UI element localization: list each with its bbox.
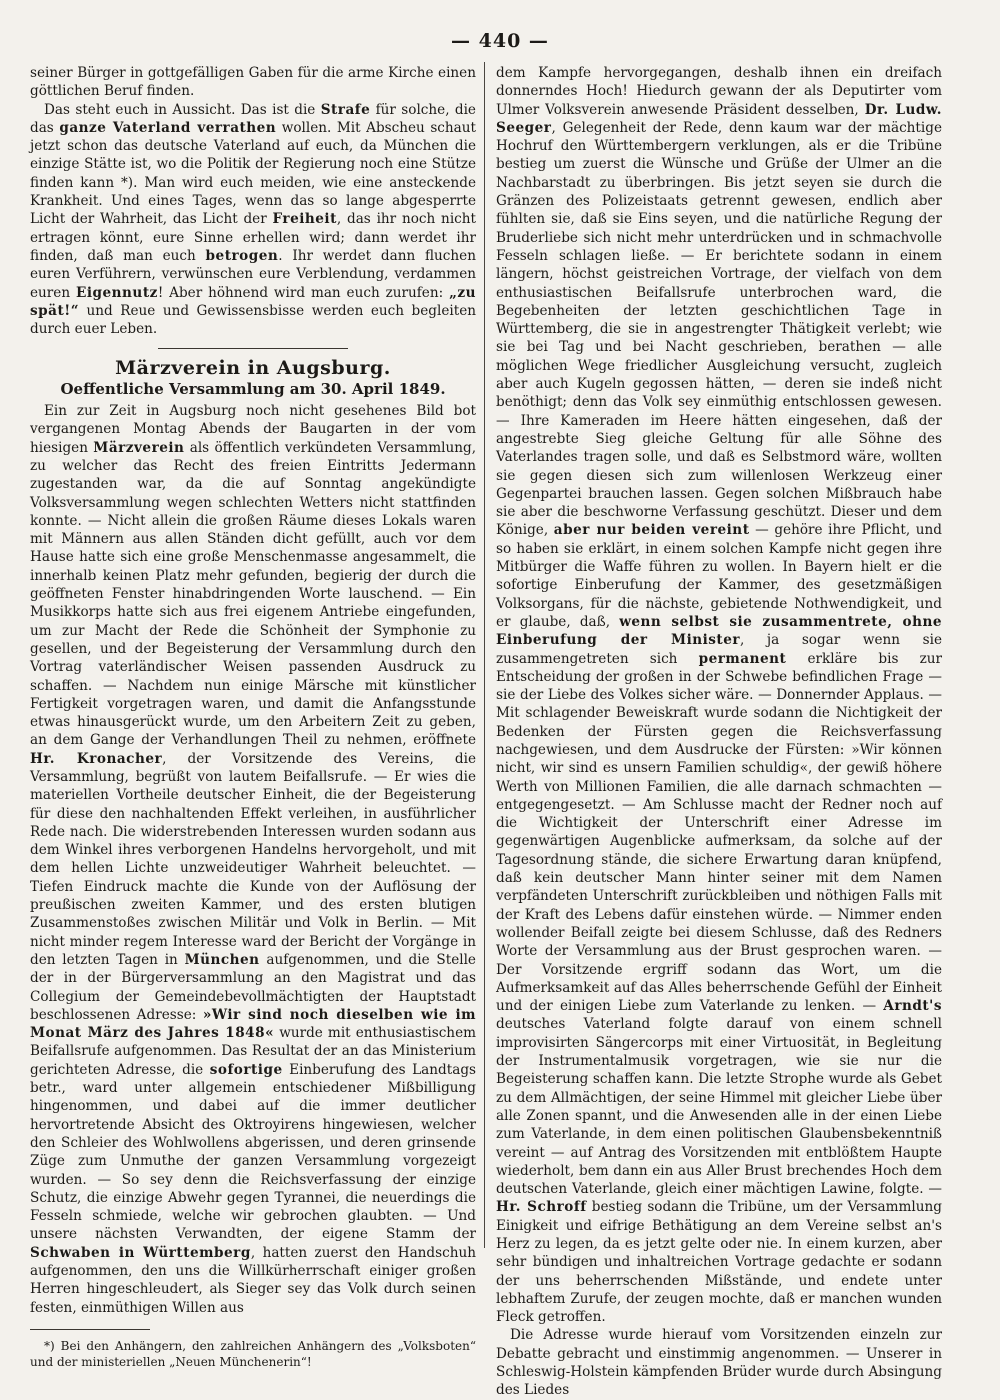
text-run: als öffentlich verkündeten Versammlung, zu welcher das Recht des freien Eintritts Jedermann zugestanden war, da die auf Sonntag angekündigte Volksversammlung wegen schlechten Wetters nicht stattfinden konnte. — Nicht allein die großen Räume dieses Lokals waren mit Männern aus allen Ständen dicht gefüllt, auch vor dem Hause hatte sich eine große Menschenmasse angesammelt, die innerhalb keinen Platz mehr gefunden, begierig der durch die geöffneten Fenster hinabdringenden Worte lauschend. — Ein Musikkorps hatte sich aus frei eigenem Antriebe eingefunden, um zur Macht der Rede die Schönheit der Symphonie zu gesellen, und der Begeisterung der Versammlung durch den Vortrag vaterländischer Weisen passenden Ausdruck zu schaffen. — Nachdem nun einige Märsche mit künstlicher Fertigkeit vorgetragen waren, und damit die Anfangsstunde etwas hinausgerückt wurde, um den Arbeitern Zeit zu geben, an dem Gange der Verhandlungen Theil zu nehmen, eröffnete [30, 439, 477, 749]
text-run: deutsches Vaterland folgte darauf von einem schnell improvisirten Sängercorps mit einer Virtuosität, in Begleitung der Instrumentalmusik vorgetragen, wie sie nur die Begeisterung schaffen kann. Die letzte Strophe wurde als Gebet zu dem Allmächtigen, der seine Himmel mit gleicher Liebe über alle Zonen spannt, und die Anwesenden alle in der einen Liebe zum Vaterlande, in dem einen politischen Glaubensbekenntniß vereint — auf Antrag des Vorsitzenden mit entblößtem Haupte wiederholt, bem dann ein aus Aller Brust brechendes Hoch dem deutschen Vaterlande, gleich einer mächtigen Lawine, folgte. — [496, 1016, 942, 1198]
emphasis-permanent: permanent [698, 650, 787, 667]
emphasis-maerzverein: Märzverein [93, 439, 185, 456]
speech-paragraph [496, 64, 942, 1326]
emphasis-arndt: Arndt's [883, 998, 942, 1015]
text-run: . Ihr werdet dann fluchen euren Verführern, verwünschen eure Verblendung, verdammen euren [30, 247, 476, 301]
emphasis-muenchen: München [184, 951, 260, 968]
intro-paragraph [30, 64, 476, 101]
emphasis-schwaben: Schwaben in Württemberg [30, 1244, 251, 1261]
page-number: — 440 — [451, 30, 549, 52]
section-divider [158, 348, 348, 349]
text-run: ! Aber höhnend wird man euch zurufen: [157, 284, 444, 301]
text-run: Einberufung des Landtags betr., ward unter allgemein entschiedener Mißbilligung hingenommen, und dabei auf die immer deutlicher hervortretende Absicht des Oktroyirens hingewiesen, welcher den Schleier des Wohlwollens abgerissen, und deren grinsende Züge zum Unmuthe der ganzen Versammlung vorgezeigt wurden. — So sey denn die Reichsverfassung der einzige Schutz, die einzige Abwehr gegen Tyrannei, die neuerdings die Fesseln schmiede, welche wir gebrochen glaubten. — Und unsere nächsten Verwandten, der eigene Stamm der [30, 1061, 476, 1243]
text-run: wurde mit enthusiastischem Beifallsrufe aufgenommen. Das Resultat der an das Ministerium gerichteten Adresse, die [30, 1025, 477, 1078]
warning-paragraph [30, 101, 476, 339]
section-subtitle: Oeffentliche Versammlung am 30. April 1849. [60, 379, 446, 398]
text-run: wollen. Mit Abscheu schaut jetzt schon das deutsche Vaterland auf euch, da München die einzige Stätte ist, wo die Politik der Regierung noch eine Stütze finden kann *). Man wird euch meiden, wie eine ansteckende Krankheit. Und eines Tages, wenn das so lange abgesperrte Licht der Wahrheit, das Licht der [30, 119, 476, 228]
text-run: bestieg sodann die Tribüne, um der Versammlung Einigkeit und eifrige Bethätigung an dem Vereine selbst an's Herz zu legen, da es jetzt gelte oder nie. In einem kurzen, aber sehr bündigen und inhaltreichen Vortrage gedachte er sodann der uns beherrschenden Mißstände, und endete unter lebhaftem Zurufe, der zeugen mochte, daß er manchen wunden Fleck getroffen. [496, 1199, 942, 1326]
emphasis-freiheit: Freiheit [272, 211, 337, 228]
text-run: Ein zur Zeit in Augsburg noch nicht gesehenes Bild bot vergangenen Montag Abends der Baugarten in der vom hiesigen [30, 403, 476, 456]
text-run: aufgenommen, und die Stelle der in der Bürgerversammlung an den Magistrat und das Collegium der Gemeindebevollmächtigten der Hauptstadt beschlossenen Adresse: [30, 951, 476, 1023]
text-run: , der Vorsitzende des Vereins, die Versammlung, begrüßt von lautem Beifallsrufe. — Er wies die materiellen Vortheile deutscher Einheit, die der Begeisterung für diese den nachhaltenden Effekt verleihen, in ausführlicher Rede nach. Die widerstrebenden Interessen wurden sodann aus dem Winkel ihres verborgenen Handelns hervorgeholt, und mit dem hellen Lichte unzweideutiger Wahrheit beleuchtet. — Tiefen Eindruck machte die Kunde von der Auflösung der preußischen zweiten Kammer, und des ersten blutigen Zusammenstoßes zwischen Militär und Volk in Berlin. — Mit nicht minder regem Interesse ward der Bericht der Vorgänge in den letzten Tagen in [30, 750, 476, 968]
emphasis-minister: wenn selbst sie zusammentrete, ohne Einberufung der Minister [496, 613, 943, 649]
text-run: , Gelegenheit der Rede, denn kaum war der mächtige Hochruf den Württembergern verklungen, als er die Tribüne bestieg um zuerst die Wünsche und Grüße der Ulmer an die Nachbarstadt zu überbringen. Bis jetzt seyen sie durch die Gränzen des Polizeistaats getrennt gewesen, endlich aber fühlten sie, daß sie Eins seyen, und die natürliche Regung der Bruderliebe sich nicht mehr unterdrücken und in schmachvolle Fesseln schlagen ließe. — Er berichtete sodann in einem längern, höchst geistreichen Vortrage, der vielfach von dem enthusiastischen Beifallsrufe unterbrochen ward, die Begebenheiten der letzten geschichtlichen Tage in Württemberg, die sie in angestrengter Thätigkeit verlebt; wie sie bei Tag und bei Nacht geschrieben, berathen — alle möglichen Wege friedlicher Ausgleichung versucht, zugleich aber auch Kugeln gegossen hätten, — deren sie indeß nicht benöthigt; denn das Volk sey einmüthig entschlossen gewesen. — Ihre Kameraden im Heere hätten eingesehen, daß der angestrebte Sieg gleiche Geltung für alle Söhne des Vaterlandes tragen solle, und daß es Selbstmord wäre, wollten sie gegen diesen sich zum willenlosen Werkzeug einer Gegenpartei brauchen lassen. Gegen solchen Mißbrauch habe sie aber die beschworne Verfassung geschützt. Dieser und dem Könige, [496, 119, 942, 539]
column-divider [484, 62, 485, 1248]
text-run: für solche, die das [30, 101, 476, 136]
footnote-divider [30, 1329, 150, 1330]
emphasis-kronacher: Hr. Kronacher [30, 750, 163, 767]
right-column [496, 64, 943, 1399]
text-run: und Reue und Gewissensbisse werden euch begleiten durch euer Leben. [30, 302, 476, 338]
emphasis-schroff: Hr. Schroff [496, 1199, 587, 1216]
intro-text: seiner Bürger in gottgefälligen Gaben für die arme Kirche einen göttlichen Beruf finden. [30, 65, 476, 100]
emphasis-betrogen: betrogen [205, 247, 279, 264]
emphasis-sofortige: sofortige [209, 1061, 283, 1078]
emphasis-quote: »Wir sind noch dieselben wie im Monat März des Jahres 1848« [30, 1006, 476, 1042]
text-run: , ja sogar wenn sie zusammengetreten sich [496, 632, 943, 667]
closing-paragraph [496, 1326, 942, 1399]
emphasis-vaterland: ganze Vaterland verrathen [59, 119, 277, 136]
text-run: Das steht euch in Aussicht. Das ist die [44, 101, 316, 118]
text-run: dem Kampfe hervorgegangen, deshalb ihnen ein dreifach donnerndes Hoch! Hiedurch gewann der als Deputirter vom Ulmer Volksverein anwesende Präsident desselben, [496, 65, 942, 118]
emphasis-vereint: aber nur beiden vereint [553, 522, 750, 539]
report-paragraph [30, 402, 476, 1317]
emphasis-eigennutz: Eigennutz [75, 284, 158, 301]
emphasis-strafe: Strafe [320, 101, 371, 118]
text-run: , hatten zuerst den Handschuh aufgenommen, den uns die Willkürherrschaft einiger großen Herren hingeschleudert, als Sieger sey das Volk durch seinen festen, einmüthigen Willen aus [30, 1244, 476, 1316]
left-column [30, 64, 477, 1369]
text-run: Die Adresse wurde hierauf vom Vorsitzenden einzeln zur Debatte gebracht und einstimmig angenommen. — Unserer in Schleswig-Holstein kämpfenden Brüder wurde durch Absingung des Liedes [496, 1327, 942, 1399]
emphasis-zu-spaet: „zu spät!“ [30, 284, 476, 319]
section-title: Märzverein in Augsburg. [115, 357, 391, 380]
footnote: *) Bei den Anhängern, den zahlreichen Anhängern des „Volksboten“ und der ministeriellen „Neuen Münchenerin“! [30, 1338, 476, 1369]
text-run: erkläre bis zur Entscheidung der großen in der Schwebe befindlichen Frage — sie der Liebe des Volkes sicher wäre. — Donnernder Applaus. — Mit schlagender Beweiskraft wurde sodann die Nichtigkeit der Bedenken der Fürsten gegen die Reichsverfassung nachgewiesen, und dem Ausdrucke der Fürsten: »Wir können nicht, wir sind es unsern Familien schuldig«, der gewiß höhere Werth von Millionen Familien, die alle darnach schmachten — entgegengesetzt. — Am Schlusse macht der Redner noch auf die Wichtigkeit der Unterschrift einer Adresse im gegenwärtigen Augenblicke aufmerksam, da solche auf der Tagesordnung stände, die sichere Erwartung daran knüpfend, daß kein deutscher Mann hinter seiner mit dem Namen verpfändeten Unterschrift zurückbleiben und nöthigen Falls mit der Kraft des Lebens dafür einstehen würde. — Nimmer enden wollender Beifall zeigte bei diesem Schlusse, daß des Redners Worte der Versammlung aus der Brust gesprochen waren. — Der Vorsitzende ergriff sodann das Wort, um die Aufmerksamkeit auf das Alles beherrschende Gefühl der Einheit und der einigen Liebe zum Vaterlande zu lenken. — [496, 650, 942, 1015]
emphasis-seeger: Dr. Ludw. Seeger [496, 101, 942, 136]
text-run: , das ihr noch nicht ertragen könnt, eure Sinne erhellen wird; dann werdet ihr finden, daß man euch [30, 211, 476, 264]
text-run: — gehöre ihre Pflicht, und so haben sie erklärt, in einem solchen Kampfe nicht gegen ihre Mitbürger die Waffe führen zu wollen. In Bayern hielt er die sofortige Einberufung der Kammer, des gesetzmäßigen Volksorgans, für die nächste, gebietende Nothwendigkeit, und er glaube, daß, [496, 522, 942, 630]
